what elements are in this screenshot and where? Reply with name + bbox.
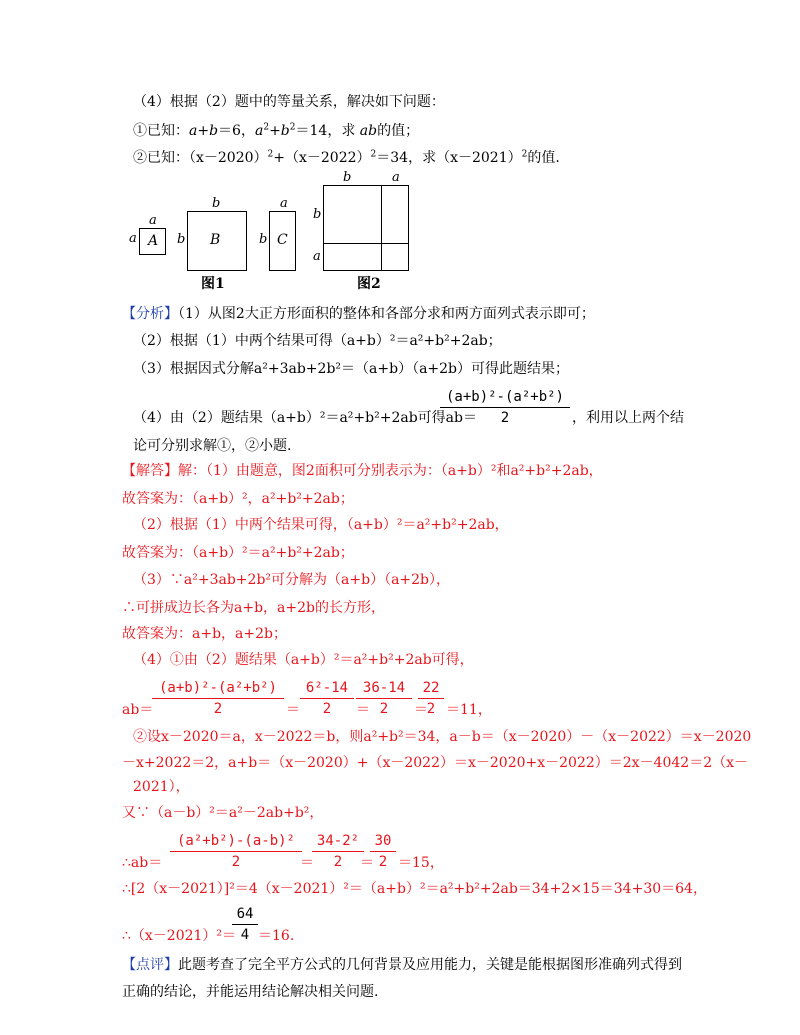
answer-line-1: 【解答】解：（1）由题意，图2面积可分别表示为：（a+b）²和a²+b²+2ab， <box>122 463 603 479</box>
square-a-top-label: a <box>149 213 157 228</box>
answer-line-10: －x+2022＝2，a+b＝（x－2020）+（x－2022）＝x－2020+x－2022）＝2x－4042＝2（x－ <box>122 755 748 771</box>
question-4-item-1: ①已知：a+b＝6，$a^2+b^2=14$，求 ab的值； <box>133 122 420 139</box>
analysis-line-4-end: ，利用以上两个结 <box>572 410 684 426</box>
answer-fraction-4: $\frac{22}{2}$ <box>418 678 444 719</box>
answer-result-15: ＝15， <box>398 855 444 871</box>
answer-fraction-6: $\frac{\text{34-2²}}{2}$ <box>312 831 364 872</box>
answer-line-3: （2）根据（1）中两个结果可得，（a+b）²＝a²+b²+2ab， <box>133 517 509 533</box>
square-b-top-label: b <box>212 196 221 211</box>
answer-line-9: ②设x－2020＝a，x－2022＝b，则a²+b²＝34，a－b＝（x－2020）－（x－2022）＝x－2020 <box>133 729 752 745</box>
answer-therefore-ab: ∴ab＝ <box>122 855 163 871</box>
comment-line-1: 【点评】此题考查了完全平方公式的几何背景及应用能力，关键是能根据图形准确列式得到 <box>122 957 682 973</box>
analysis-line-4: （4）由（2）题结果（a+b）²＝a²+b²+2ab可得ab＝ <box>133 410 477 426</box>
answer-fraction-2: $\frac{\text{6²-14}}{2}$ <box>300 678 354 719</box>
rect-c-side-label: b <box>259 232 268 247</box>
big-square <box>323 185 409 271</box>
answer-line-7: 故答案为：a+b，a+2b； <box>122 626 287 642</box>
question-4-title: （4）根据（2）题中的等量关系，解决如下问题： <box>133 94 445 110</box>
square-a: A <box>139 228 166 255</box>
question-4-item-2: ②已知：$(x-2020)^2+(x-2022)^2=34$，求$(x-2021)^2$的值. <box>133 149 560 166</box>
answer-equals-1: ＝ <box>286 702 300 718</box>
big-square-top-b-label: b <box>343 170 352 185</box>
answer-equals-2: ＝ <box>356 702 370 718</box>
answer-fraction-8: $\frac{64}{4}$ <box>232 904 258 945</box>
analysis-tag: 【分析】 <box>122 306 178 322</box>
answer-tag: 【解答】 <box>122 463 178 479</box>
answer-result-16: ＝16. <box>258 928 295 944</box>
rect-c: C <box>269 211 296 271</box>
square-a-side-label: a <box>129 231 137 246</box>
answer-equals-5: ＝ <box>360 855 374 871</box>
big-square-horizontal-divider <box>323 243 409 244</box>
figure-1-caption: 图1 <box>201 276 225 292</box>
answer-fraction-1: $\frac{\text{(a+b)²-(a²+b²)}}{2}$ <box>152 678 284 719</box>
answer-line-12: 又∵（a－b）²＝a²－2ab+b²， <box>122 805 324 821</box>
answer-fraction-7: $\frac{30}{2}$ <box>370 831 396 872</box>
rect-c-top-label: a <box>280 196 288 211</box>
big-square-side-a-label: a <box>313 249 321 264</box>
big-square-vertical-divider <box>381 185 382 271</box>
comment-line-2: 正确的结论，并能运用结论解决相关问题. <box>122 984 379 1000</box>
answer-equals-3: ＝ <box>414 702 428 718</box>
answer-final-prefix: ∴（x－2021）²＝ <box>122 928 237 944</box>
square-b-side-label: b <box>177 232 186 247</box>
answer-line-5: （3）∵a²+3ab+2b²可分解为（a+b）（a+2b）， <box>133 572 451 588</box>
answer-line-4: 故答案为：（a+b）²＝a²+b²+2ab； <box>122 545 354 561</box>
figure-2-caption: 图2 <box>357 276 381 292</box>
answer-equals-4: ＝ <box>300 855 314 871</box>
answer-fraction-5: $\frac{\text{(a²+b²)-(a-b)²}}{2}$ <box>170 831 302 872</box>
answer-line-13: ∴[2（x－2021）]²＝4（x－2021）²＝（a+b）²＝a²+b²+2ab＝34+2×15＝34+30＝64， <box>122 881 707 897</box>
answer-line-8: （4）①由（2）题结果（a+b）²＝a²+b²+2ab可得， <box>133 652 474 668</box>
answer-line-11: 2021）， <box>133 779 190 795</box>
answer-ab-prefix: ab＝ <box>122 702 154 718</box>
analysis-line-1: 【分析】（1）从图2大正方形面积的整体和各部分求和两方面列式表示即可； <box>122 306 595 322</box>
analysis-line-2: （2）根据（1）中两个结果可得（a+b）²＝a²+b²+2ab； <box>133 333 502 349</box>
comment-tag: 【点评】 <box>122 957 178 973</box>
big-square-top-a-label: a <box>392 170 400 185</box>
answer-line-2: 故答案为：（a+b）²，a²+b²+2ab； <box>122 491 354 507</box>
answer-result-11: ＝11， <box>446 702 492 718</box>
analysis-fraction: $\frac{\text{(a+b)²-(a²+b²)}}{2}$ <box>440 387 570 428</box>
analysis-line-5: 论可分别求解①，②小题. <box>133 438 292 454</box>
square-b: B <box>187 211 247 271</box>
big-square-side-b-label: b <box>313 207 322 222</box>
answer-line-6: ∴可拼成边长各为a+b，a+2b的长方形， <box>122 600 385 616</box>
analysis-line-3: （3）根据因式分解a²+3ab+2b²＝（a+b）（a+2b）可得此题结果； <box>133 361 570 377</box>
answer-fraction-3: $\frac{36-14}{2}$ <box>356 678 412 719</box>
